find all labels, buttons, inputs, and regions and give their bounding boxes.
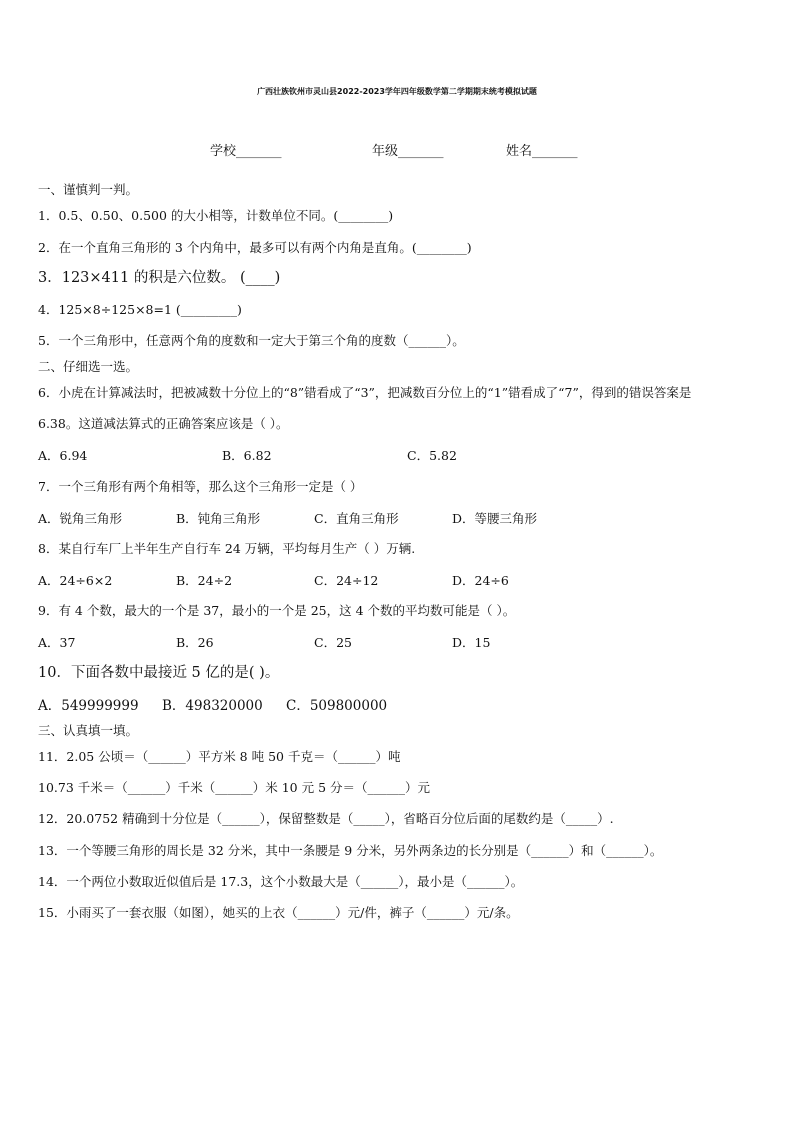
question-1: 1．0.5、0.50、0.500 的大小相等，计数单位不同。(________) — [38, 208, 394, 223]
q7-option-b: B．钝角三角形 — [176, 511, 261, 526]
school-field: 学校_______ — [210, 144, 282, 159]
q7-option-d: D．等腰三角形 — [452, 511, 538, 526]
q9-option-b: B．26 — [176, 635, 214, 650]
q6-option-c: C．5.82 — [407, 448, 457, 463]
name-field: 姓名_______ — [506, 144, 578, 159]
question-5: 5．一个三角形中，任意两个角的度数和一定大于第三个角的度数（______）。 — [38, 333, 465, 348]
q8-option-d: D．24÷6 — [452, 573, 509, 588]
question-14: 14．一个两位小数取近似值后是 17.3，这个小数最大是（______），最小是（______）。 — [38, 874, 524, 889]
q6-option-b: B．6.82 — [222, 448, 272, 463]
q6-option-a: A．6.94 — [38, 448, 88, 463]
question-12: 12．20.0752 精确到十分位是（______），保留整数是（_____），省略百分位后面的尾数约是（_____）. — [38, 811, 614, 826]
question-4: 4．125×8÷125×8=1 (_________) — [38, 302, 242, 317]
question-6-line-2: 6.38。这道减法算式的正确答案应该是（ ）。 — [38, 416, 289, 431]
question-7: 7．一个三角形有两个角相等，那么这个三角形一定是（ ） — [38, 479, 363, 494]
question-15: 15．小雨买了一套衣服（如图），她买的上衣（______）元/件，裤子（______）元/条。 — [38, 905, 519, 920]
question-2: 2．在一个直角三角形的 3 个内角中，最多可以有两个内角是直角。(________) — [38, 240, 472, 255]
q8-option-a: A．24÷6×2 — [38, 573, 113, 588]
question-13: 13．一个等腰三角形的周长是 32 分米，其中一条腰是 9 分米，另外两条边的长分别是（______）和（______）。 — [38, 843, 663, 858]
section-3-heading: 三、认真填一填。 — [38, 723, 139, 738]
grade-field: 年级_______ — [372, 144, 444, 159]
q10-option-b: B．498320000 — [162, 698, 263, 714]
section-2-heading: 二、仔细选一选。 — [38, 359, 139, 374]
q10-option-a: A．549999999 — [38, 698, 139, 714]
exam-title: 广西壮族钦州市灵山县2022-2023学年四年级数学第二学期期末统考模拟试题 — [257, 87, 537, 96]
question-3: 3．123×411 的积是六位数。 (____) — [38, 270, 281, 286]
question-8: 8．某自行车厂上半年生产自行车 24 万辆，平均每月生产（ ）万辆. — [38, 541, 416, 556]
q9-option-d: D．15 — [452, 635, 491, 650]
q9-option-c: C．25 — [314, 635, 352, 650]
q7-option-a: A．锐角三角形 — [38, 511, 123, 526]
question-11-line-2: 10.73 千米＝（______）千米（______）米 10 元 5 分＝（______）元 — [38, 780, 431, 795]
question-10: 10．下面各数中最接近 5 亿的是( )。 — [38, 665, 280, 681]
question-11-line-1: 11．2.05 公顷＝（______）平方米 8 吨 50 千克＝（______）吨 — [38, 749, 401, 764]
q7-option-c: C．直角三角形 — [314, 511, 399, 526]
question-6-line-1: 6．小虎在计算减法时，把被减数十分位上的“8”错看成了“3”，把减数百分位上的“1”错看成了“7”，得到的错误答案是 — [38, 385, 692, 400]
section-1-heading: 一、谨慎判一判。 — [38, 182, 139, 197]
question-9: 9．有 4 个数，最大的一个是 37，最小的一个是 25，这 4 个数的平均数可能是（ ）。 — [38, 603, 516, 618]
q8-option-b: B．24÷2 — [176, 573, 233, 588]
q10-option-c: C．509800000 — [286, 698, 388, 714]
q9-option-a: A．37 — [38, 635, 76, 650]
q8-option-c: C．24÷12 — [314, 573, 379, 588]
